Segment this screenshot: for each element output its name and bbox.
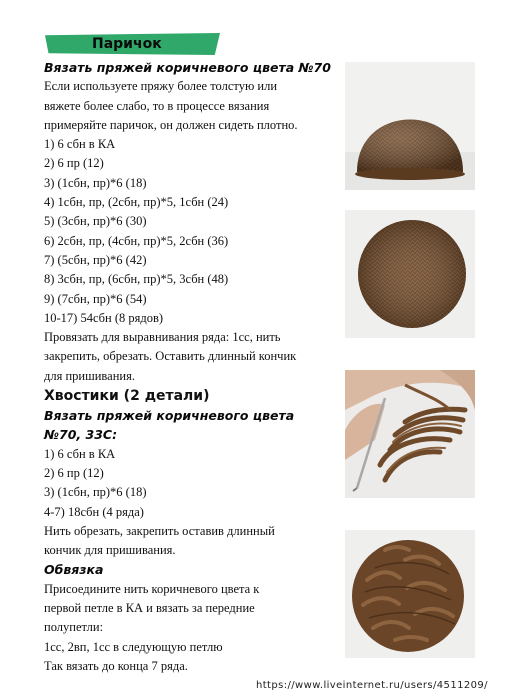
binding-texture-photo bbox=[345, 530, 475, 658]
wig-subtitle: Вязать пряжей коричневого цвета №70 bbox=[44, 60, 331, 75]
binding-text bbox=[44, 580, 340, 676]
binding-heading: Обвязка bbox=[44, 562, 104, 578]
pattern-row: 2) 6 пр (12) bbox=[44, 156, 104, 171]
wig-side-photo bbox=[345, 62, 475, 190]
text-line: кончик для пришивания. bbox=[44, 543, 176, 558]
text-line: закрепить, обрезать. Оставить длинный кончик bbox=[44, 349, 297, 364]
text-line: полупетли: bbox=[44, 620, 104, 635]
text-line: Так вязать до конца 7 ряда. bbox=[44, 658, 188, 673]
text-line: вяжете более слабо, то в процессе вязания bbox=[44, 98, 270, 113]
pattern-row: 6) 2сбн, пр, (4сбн, пр)*5, 2сбн (36) bbox=[44, 233, 229, 248]
text-line: Присоедините нить коричневого цвета к bbox=[44, 581, 260, 596]
pattern-row: 3) (1сбн, пр)*6 (18) bbox=[44, 485, 147, 500]
pattern-row: 7) (5сбн, пр)*6 (42) bbox=[44, 252, 147, 267]
text-line: Провязать для выравнивания ряда: 1сс, нить bbox=[44, 330, 281, 345]
pattern-row: 1) 6 сбн в КА bbox=[44, 446, 116, 461]
crochet-hook-photo bbox=[345, 370, 475, 498]
text-column bbox=[44, 58, 340, 676]
pattern-row: 3) (1сбн, пр)*6 (18) bbox=[44, 175, 147, 190]
text-line: Нить обрезать, закрепить оставив длинный bbox=[44, 523, 275, 538]
pattern-row: 4-7) 18сбн (4 ряда) bbox=[44, 504, 144, 519]
pattern-row: 8) 3сбн, пр, (6сбн, пр)*5, 3сбн (48) bbox=[44, 272, 229, 287]
text-line: примеряйте паричок, он должен сидеть плотно. bbox=[44, 117, 298, 132]
wig-intro bbox=[44, 77, 340, 135]
pattern-row: 5) (3сбн, пр)*6 (30) bbox=[44, 214, 147, 229]
text-line: Если используете пряжу более толстую или bbox=[44, 79, 278, 94]
wig-rows bbox=[44, 135, 340, 328]
text-line: для пришивания. bbox=[44, 368, 135, 383]
wig-top-photo bbox=[345, 210, 475, 338]
tails-heading: Хвостики (2 детали) bbox=[44, 388, 210, 405]
page-title: Паричок bbox=[92, 36, 162, 52]
pattern-row: 9) (7сбн, пр)*6 (54) bbox=[44, 291, 147, 306]
tails-subtitle: Вязать пряжей коричневого цвета bbox=[44, 408, 295, 424]
tails-subtitle: №70, 33С: bbox=[44, 427, 118, 443]
pattern-row: 4) 1сбн, пр, (2сбн, пр)*5, 1сбн (24) bbox=[44, 195, 229, 210]
wig-finish bbox=[44, 328, 340, 386]
text-line: 1сс, 2вп, 1сс в следующую петлю bbox=[44, 639, 223, 654]
text-line: первой петле в КА и вязать за передние bbox=[44, 601, 255, 616]
pattern-row: 10-17) 54сбн (8 рядов) bbox=[44, 310, 164, 325]
pattern-row: 2) 6 пр (12) bbox=[44, 465, 104, 480]
source-url: https://www.liveinternet.ru/users/4511209/ bbox=[256, 680, 488, 691]
pattern-row: 1) 6 сбн в КА bbox=[44, 137, 116, 152]
tails-rows bbox=[44, 445, 340, 522]
tails-finish bbox=[44, 522, 340, 561]
